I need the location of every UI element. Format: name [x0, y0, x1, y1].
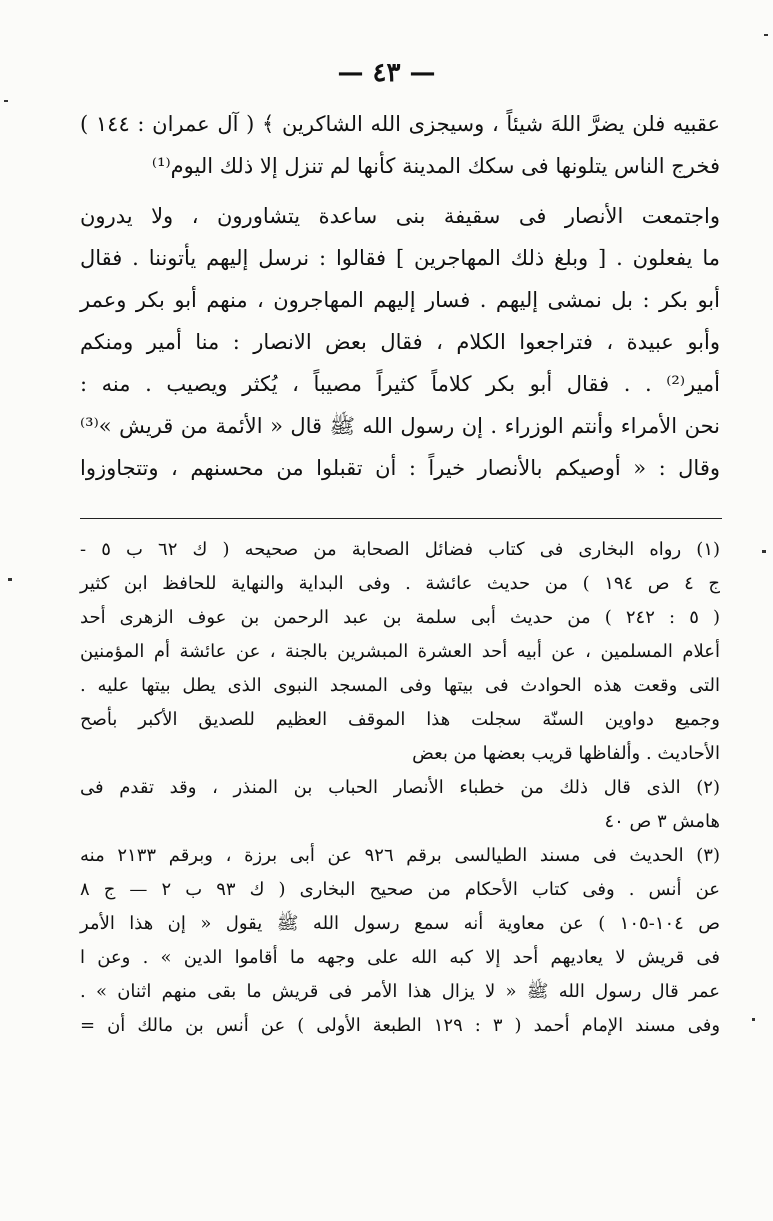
footnotes — [80, 538, 720, 1048]
footnote-line: أعلام المسلمين ، عن أبيه أحد العشرة المبشرين بالجنة ، عن عائشة أم المؤمنين — [80, 641, 720, 662]
text-line: نحن الأمراء وأنتم الوزراء . إن رسول الله ﷺ قال « الأئمة من قريش »⁽³⁾ — [80, 414, 720, 438]
text-line: فخرج الناس يتلونها فى سكك المدينة كأنها لم تنزل إلا ذلك اليوم⁽¹⁾ — [151, 154, 720, 178]
footnote-line: فى قريش لا يعاديهم أحد إلا كبه الله على وجهه ما أقاموا الدين » . وعن ا — [80, 947, 720, 968]
scan-speck — [8, 578, 12, 581]
footnote-line: التى وقعت هذه الحوادث فى بيتها وفى المسجد النبوى الذى يطل بيتها عليه . — [80, 675, 720, 696]
footnote-line: ج ٤ ص ١٩٤ ) من حديث عائشة . وفى البداية والنهاية للحافظ ابن كثير — [80, 573, 720, 594]
footnote-line: هامش ٣ ص ٤٠ — [604, 811, 720, 832]
footnote-line: (١) رواه البخارى فى كتاب فضائل الصحابة من صحيحه ( ك ٦٢ ب ٥ - — [80, 539, 721, 560]
scan-speck — [4, 100, 8, 102]
footnote-line: الأحاديث . وألفاظها قريب بعضها من بعض — [412, 743, 720, 764]
text-line: وأبو عبيدة ، فتراجعوا الكلام ، فقال بعض الانصار : منا أمير ومنكم — [80, 330, 720, 354]
footnote-line: عمر قال رسول الله ﷺ « لا يزال هذا الأمر فى قريش ما بقى منهم اثنان » . — [80, 981, 720, 1002]
text-line: واجتمعت الأنصار فى سقيفة بنى ساعدة يتشاورون ، ولا يدرون — [80, 204, 720, 228]
footnote-line: وجميع دواوين السنّة سجلت هذا الموقف العظيم للصديق الأكبر بأصح — [80, 709, 720, 730]
scan-speck — [752, 1018, 755, 1021]
text-line: عقبيه فلن يضرَّ اللهَ شيئاً ، وسيجزى الله الشاكرين ﴾ ( آل عمران : ١٤٤ ) — [80, 112, 721, 136]
footnote-divider — [80, 518, 722, 519]
footnote-line: (٢) الذى قال ذلك من خطباء الأنصار الحباب بن المنذر ، وقد تقدم فى — [80, 777, 720, 798]
text-line: أبو بكر : بل نمشى إليهم . فسار إليهم المهاجرون ، منهم أبو بكر وعمر — [80, 288, 720, 312]
scan-speck — [762, 550, 766, 553]
footnote-line: وفى مسند الإمام أحمد ( ٣ : ١٢٩ الطبعة الأولى ) عن أنس بن مالك أن = — [80, 1015, 721, 1036]
footnote-line: عن أنس . وفى كتاب الأحكام من صحيح البخارى ( ك ٩٣ ب ٢ — ج ٨ — [80, 879, 721, 900]
footnote-line: ( ٥ : ٢٤٢ ) من حديث أبى سلمة بن عبد الرحمن بن عوف الزهرى أحد — [80, 607, 720, 628]
text-line: وقال : « أوصيكم بالأنصار خيراً : أن تقبلوا من محسنهم ، وتتجاوزوا — [80, 456, 720, 480]
text-line: أمير⁽²⁾ . . فقال أبو بكر كلاماً كثيراً مصيباً ، يُكثر ويصيب . منه : — [80, 372, 720, 396]
footnote-line: (٣) الحديث فى مسند الطيالسى برقم ٩٢٦ عن أبى برزة ، وبرقم ٢١٣٣ منه — [80, 845, 720, 866]
footnote-line: ص ١٠٤-١٠٥ ) عن معاوية أنه سمع رسول الله ﷺ يقول « إن هذا الأمر — [80, 913, 721, 934]
scan-speck — [764, 34, 768, 36]
text-line: ما يفعلون . [ وبلغ ذلك المهاجرين ] فقالوا : نرسل إليهم يأتوننا . فقال — [80, 246, 720, 270]
main-text — [80, 110, 720, 496]
page-number: — ٤٣ — — [337, 58, 436, 88]
